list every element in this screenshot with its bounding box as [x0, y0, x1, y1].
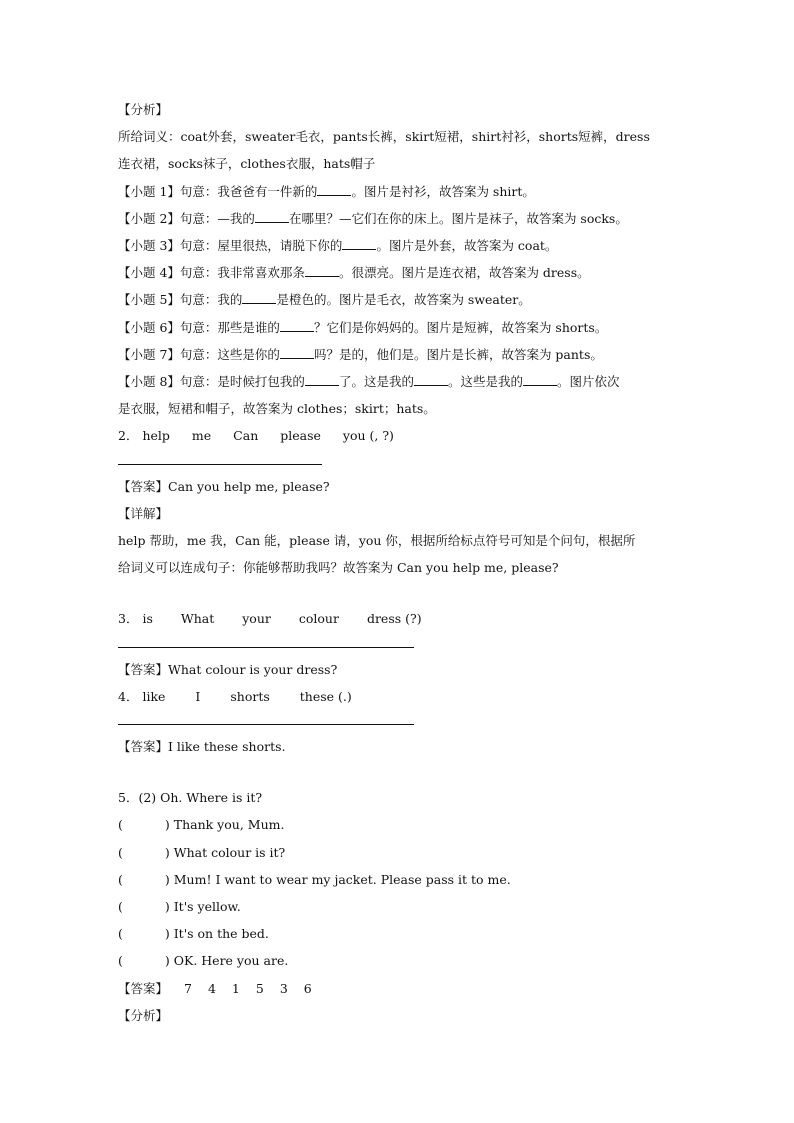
ordering-option: ( ) It's on the bed. — [118, 926, 269, 942]
fill-blank — [305, 375, 339, 386]
fill-blank — [255, 212, 289, 223]
sub-question-6: 【小题 6】句意：那些是谁的 ？它们是你妈妈的。图片是短裤，故答案为 shorts。 — [118, 319, 608, 335]
answer: 【答案】 7 4 1 5 3 6 — [118, 980, 312, 996]
fill-blank — [242, 293, 276, 304]
vocab-line: 所给词义：coat外套，sweater毛衣，pants长裤，skirt短裙，shirt衬衫，shorts短裤，dress — [118, 129, 650, 145]
question-3-words: 3． is What your colour dress (?) — [118, 605, 678, 632]
fill-blank — [280, 321, 314, 332]
fill-blank — [305, 266, 339, 277]
vocab-line: 连衣裙，socks袜子，clothes衣服，hats帽子 — [118, 156, 376, 172]
detail-heading: 【详解】 — [118, 505, 169, 521]
sub-question-2: 【小题 2】句意：—我的 在哪里？—它们在你的床上。图片是袜子，故答案为 socks。 — [118, 210, 628, 226]
question-4-words: 4． like I shorts these (.) — [118, 683, 678, 710]
sub-question-8-cont: 是衣服，短裙和帽子，故答案为 clothes；skirt；hats。 — [118, 401, 436, 417]
answer-line — [118, 710, 414, 725]
question-2-words: 2． help me Can please you (, ?) — [118, 422, 678, 449]
ordering-option: ( ) Mum! I want to wear my jacket. Please pass it to me. — [118, 871, 511, 887]
fill-blank — [342, 239, 376, 250]
answer: 【答案】I like these shorts. — [118, 739, 286, 755]
sub-question-1: 【小题 1】句意：我爸爸有一件新的 。图片是衬衫，故答案为 shirt。 — [118, 183, 535, 199]
answer-line — [118, 450, 322, 465]
answer: 【答案】Can you help me, please? — [118, 478, 330, 494]
answer-line — [118, 633, 414, 648]
question-5-title: 5．(2) Oh. Where is it? — [118, 790, 263, 806]
sub-question-8: 【小题 8】句意：是时候打包我的 了。这是我的 。这些是我的 。图片依次 — [118, 374, 620, 390]
fill-blank — [317, 185, 351, 196]
ordering-option: ( ) Thank you, Mum. — [118, 817, 285, 833]
ordering-option: ( ) What colour is it? — [118, 844, 286, 860]
question-number: 4． — [118, 688, 139, 704]
analysis-heading: 【分析】 — [118, 1007, 169, 1023]
sub-question-7: 【小题 7】句意：这些是你的 吗？是的，他们是。图片是长裤，故答案为 pants。 — [118, 346, 603, 362]
ordering-option: ( ) OK. Here you are. — [118, 953, 289, 969]
detail-text: help 帮助，me 我，Can 能，please 请，you 你，根据所给标点符号可知是个问句，根据所 — [118, 533, 636, 549]
sub-question-5: 【小题 5】句意：我的 是橙色的。图片是毛衣，故答案为 sweater。 — [118, 292, 531, 308]
detail-text: 给词义可以连成句子：你能够帮助我吗？故答案为 Can you help me, please? — [118, 560, 559, 576]
analysis-heading: 【分析】 — [118, 102, 169, 117]
sub-question-3: 【小题 3】句意：屋里很热，请脱下你的 。图片是外套，故答案为 coat。 — [118, 238, 558, 254]
ordering-option: ( ) It's yellow. — [118, 899, 241, 915]
sub-question-4: 【小题 4】句意：我非常喜欢那条 。很漂亮。图片是连衣裙，故答案为 dress。 — [118, 265, 590, 281]
fill-blank — [414, 375, 448, 386]
question-number: 2． — [118, 428, 139, 444]
fill-blank — [523, 375, 557, 386]
document-page — [118, 96, 678, 1029]
fill-blank — [280, 348, 314, 359]
answer: 【答案】What colour is your dress? — [118, 661, 338, 677]
question-number: 3． — [118, 611, 139, 627]
